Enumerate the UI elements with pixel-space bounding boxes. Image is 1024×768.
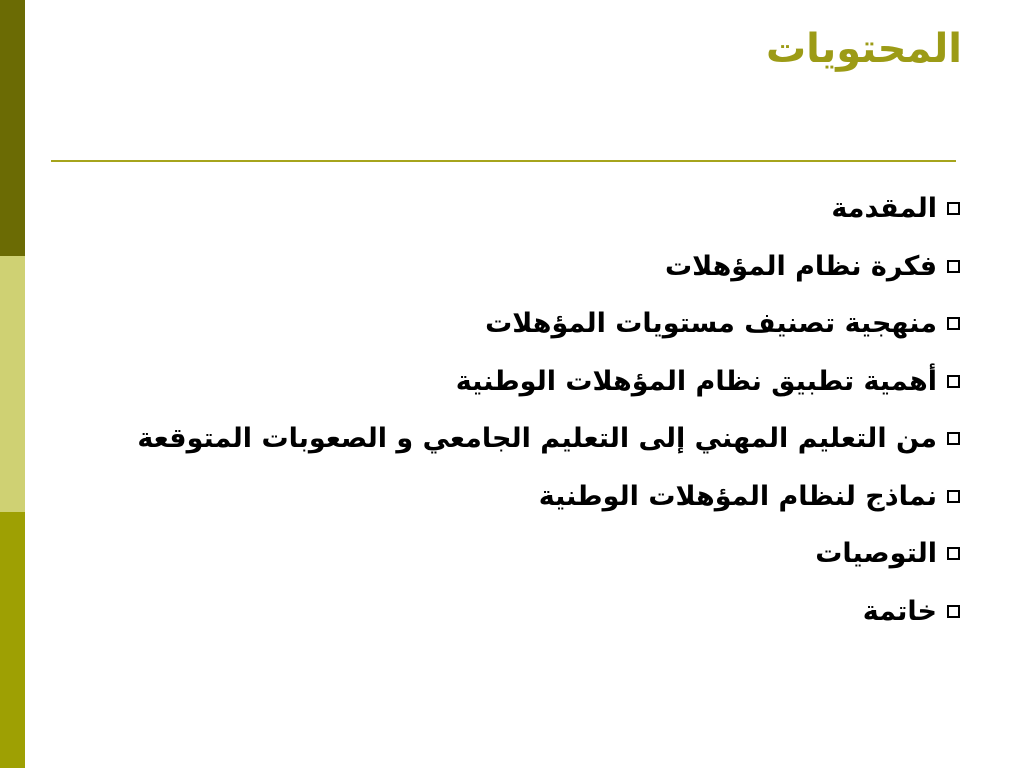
slide-title: المحتويات: [765, 26, 962, 72]
list-item: [90, 295, 960, 353]
hollow-square-bullet-icon: [947, 547, 960, 560]
hollow-square-bullet-icon: [947, 375, 960, 388]
list-item-text: فكرة نظام المؤهلات: [664, 250, 937, 282]
list-item: [90, 353, 960, 411]
contents-list: [90, 180, 960, 640]
list-item: [90, 468, 960, 526]
list-item-text: منهجية تصنيف مستويات المؤهلات: [485, 308, 937, 340]
list-item: [90, 525, 960, 583]
hollow-square-bullet-icon: [947, 317, 960, 330]
list-item: [90, 180, 960, 238]
list-item: [90, 238, 960, 296]
side-bar-top-segment: [0, 0, 25, 256]
hollow-square-bullet-icon: [947, 260, 960, 273]
hollow-square-bullet-icon: [947, 202, 960, 215]
side-bar-bottom-segment: [0, 512, 25, 768]
list-item-text: المقدمة: [831, 193, 937, 225]
hollow-square-bullet-icon: [947, 605, 960, 618]
hollow-square-bullet-icon: [947, 490, 960, 503]
side-color-bar: [0, 0, 25, 768]
list-item-text: خاتمة: [862, 595, 937, 627]
title-divider: [51, 160, 956, 162]
list-item: [90, 583, 960, 641]
list-item: [90, 410, 960, 468]
list-item-text: أهمية تطبيق نظام المؤهلات الوطنية: [455, 365, 937, 397]
list-item-text: من التعليم المهني إلى التعليم الجامعي و الصعوبات المتوقعة: [137, 423, 937, 455]
side-bar-middle-segment: [0, 256, 25, 512]
list-item-text: نماذج لنظام المؤهلات الوطنية: [538, 480, 937, 512]
list-item-text: التوصيات: [815, 538, 937, 570]
hollow-square-bullet-icon: [947, 432, 960, 445]
